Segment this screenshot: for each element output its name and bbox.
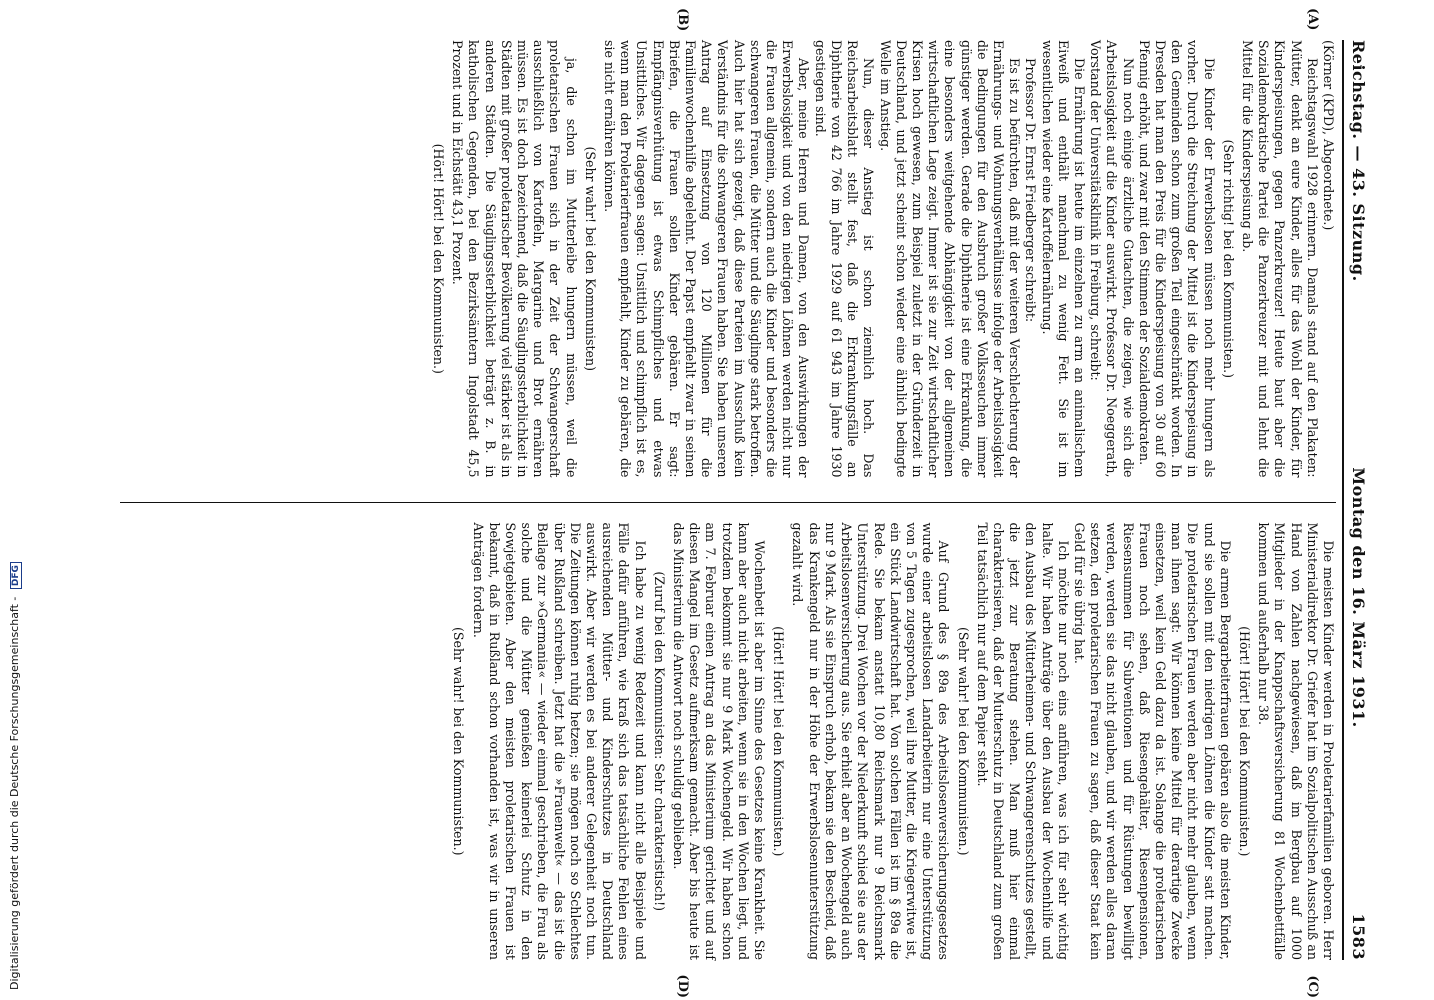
left-column-paragraph: Die Ernährung ist heute im einzelnen zu arm an animalischem Eiweiß und enthält manchmal zu wenig Fett. Sie ist im wesentlichen wieder eine Kartoffelernährung.	[1039, 40, 1087, 478]
digitization-credit-strip	[0, 0, 26, 1000]
right-column-interjection: (Hört! Hört! bei den Kommunisten.)	[771, 626, 787, 857]
marginal-c: (C)	[1305, 975, 1320, 998]
left-column-paragraph: Die Kinder der Erwerbslosen müssen noch mehr hungern als vorher. Durch die Streichung der Mittel ist die Kinderspeisung in den Gemeinden schon zum großen Teil eingeschränkt worden. In Dresden hat man den Preis für die Kinderspeisung von 30 auf 60 Pfennig erhöht, und zwar mit den Stimmen der Sozialdemokraten.	[1136, 40, 1217, 478]
right-column-paragraph: Auf Grund des § 89a des Arbeitslosenversicherungsgesetzes wurde einer arbeitslosen Landarbeiterin nur eine Unterstützung von 5 Tagen zugesprochen, weil ihre Mutter, die Kriegerwitwe ist, ein Stück Landwirtschaft hat. Von solchen Fällen ist im § 89a die Rede. Sie bekam anstatt 10,80 Reichsmark nur 9 Reichsmark Unterstützung. Drei Wochen vor der Niederkunft schied sie aus der Arbeitslosenversicherung aus. Sie erhielt aber an Wochengeld auch nur 9 Mark. Als sie Einspruch erhob, bekam sie den Bescheid, daß das Krankengeld nur in der Höhe der Erwerbslosenunterstützung gezahlt wird.	[790, 522, 952, 960]
marginal-d: (D)	[675, 974, 690, 998]
header-left: Reichstag. — 43. Sitzung.	[1349, 40, 1369, 282]
rotated-page	[110, 0, 1380, 1000]
dfg-logo: DFG	[10, 562, 22, 589]
right-column-interjection: (Sehr wahr! bei den Kommunisten.)	[955, 626, 971, 856]
left-column-paragraph: Reichstagswahl 1928 erinnern. Damals stand auf den Plakaten: Mütter, denkt an eure Kinder, alles für das Wohl der Kinder, für Kinderspeisungen, gegen Panzerkreuzer! Heute baut aber die Sozialdemokratische Partei die Panzerkreuzer mit und lehnt die Mittel für die Kinderspeisung ab.	[1239, 40, 1320, 478]
right-column-paragraph: Ich habe zu wenig Redezeit und kann nicht alle Beispiele und Fälle dafür anführen, wie kraß sich das tatsächliche Fehlen eines ausreichenden Mütter- und Kinderschutzes in Deutschland auswirkt. Aber wir werden es bei anderer Gelegenheit noch tun. Die Zeitungen können ruhig hetzen; sie mögen noch so Schlechtes über Rußland schreiben. Jetzt hat die »Frauenwelt« — das ist die Beilage zur »Germania« — wieder einmal geschrieben, die Frau als solche und die Mütter genießen keinerlei Schutz in den Sowjetgebieten. Aber den meisten proletarischen Frauen ist bekannt, daß in Rußland schon vorhanden ist, was wir in unseren Anträgen fordern.	[470, 522, 648, 960]
right-column-paragraph: Die meisten Kinder werden in Proletarierfamilien geboren. Herr Ministerialdirektor Dr. Griefer hat im Sozialpolitischen Ausschuß an Hand von Zahlen nachgewiesen, daß im Bergbau auf 1000 Mitglieder in der Knappschaftsversicherung 81 Wochenbettfälle kommen und außerhalb nur 38.	[1256, 522, 1336, 960]
text-columns	[120, 40, 1336, 960]
digitization-credit-text: Digitalisierung gefördert durch die Deutsche Forschungsgemeinschaft -	[8, 596, 21, 990]
right-column-interjection: (Sehr wahr! bei den Kommunisten.)	[451, 626, 467, 856]
marginal-a: (A)	[1305, 8, 1320, 31]
left-column-interjection: (Hört! Hört! bei den Kommunisten.)	[431, 143, 447, 374]
marginal-b: (B)	[675, 8, 690, 32]
left-column	[120, 40, 1336, 478]
left-column-paragraph: Nun, dieser Anstieg ist schon ziemlich hoch. Das Reichsarbeitsblatt stellt fest, daß die Erkrankungsfälle an Diphtherie von 42 766 im Jahre 1929 auf 61 943 im Jahre 1930 gestiegen sind.	[812, 40, 877, 478]
right-column-interjection: (Hört! Hört! bei den Kommunisten.)	[1236, 626, 1252, 857]
left-column-paragraph: Es ist zu befürchten, daß mit der weiteren Verschlechterung der Ernährungs- und Wohnungsverhältnisse infolge der Arbeitslosigkeit die Bedingungen für den Ausbruch großer Volksseuchen immer günstiger werden. Gerade die Diphtherie ist eine Erkrankung, die eine besonders weitgehende Abhängigkeit von der allgemeinen wirtschaftlichen Lage zeigt. Immer ist sie zur Zeit wirtschaftlicher Krisen hoch gewesen, zum Beispiel zuletzt in der Gründerzeit in Deutschland, und jetzt scheint schon wieder eine ähnlich bedingte Welle im Anstieg.	[877, 40, 1023, 478]
right-column-paragraph: Ich möchte nur noch eins anführen, was ich für sehr wichtig halte. Wir haben Anträge über den Ausbau der Wochenhilfe und den Ausbau des Mütterheimen- und Schwangerenschutzes gestellt, die jetzt zur Beratung stehen. Man muß hier einmal charakterisieren, daß der Mutterschutz in Deutschland zum großen Teil tatsächlich nur auf dem Papier steht.	[974, 522, 1071, 960]
right-column-interjection: (Zuruf bei den Kommunisten: Sehr charakteristisch!)	[651, 571, 667, 912]
left-column-interjection: (Sehr wahr! bei den Kommunisten)	[582, 146, 598, 372]
header-date: Montag den 16. März 1931.	[1349, 467, 1369, 728]
right-column-paragraph: Die armen Bergarbeiterfrauen gebären also die meisten Kinder, und sie sollen mit den niedrigen Löhnen die Kinder satt machen. Die proletarischen Frauen werden aber nicht mehr glauben, wenn man ihnen sagt: Wir können keine Mittel für derartige Zwecke einsetzen, weil kein Geld dazu da ist. Solange die proletarischen Frauen noch sehen, daß Riesengehälter, Riesenpensionen, Riesensummen für Subventionen und für Rüstungen bewilligt werden, werden sie das nicht glauben, und wir werden alles daran setzen, den proletarischen Frauen zu sagen, daß dieser Staat kein Geld für sie übrig hat.	[1071, 522, 1233, 960]
digitization-credit	[8, 562, 22, 990]
left-column-speaker-label: (Körner (KPD), Abgeordnete.)	[1321, 40, 1336, 231]
right-column-paragraph: Wochenbett ist aber im Sinne des Gesetzes keine Krankheit. Sie kann aber auch nicht arbeiten, wenn sie in den Wochen liegt, und trotzdem bekommt sie nur 9 Mark Wochengeld. Wir haben schon am 7. Februar einen Antrag an das Ministerium gerichtet und auf diesen Mangel im Gesetz aufmerksam gemacht. Aber bis heute ist das Ministerium die Antwort noch schuldig geblieben.	[671, 522, 768, 960]
page-header	[1342, 40, 1374, 960]
left-column-paragraph: Nun noch einige ärztliche Gutachten, die zeigen, wie sich die Arbeitslosigkeit auf die Kinder auswirkt. Professor Dr. Noeggerath, Vorstand der Universitätsklinik in Freiburg, schreibt:	[1088, 40, 1136, 478]
left-column-paragraph: Professor Dr. Ernst Friedberger schreibt:	[1023, 58, 1039, 323]
left-column-interjection: (Sehr richtig! bei den Kommunisten.)	[1220, 139, 1236, 379]
right-column	[120, 502, 1336, 961]
left-column-paragraph: ja, die schon im Mutterleibe hungern müssen, weil die proletarischen Frauen sich in der Zeit der Schwangerschaft ausschließlich von Kartoffeln, Margarine und Brot ernähren müssen. Es ist doch bezeichnend, daß die Säuglingssterblichkeit in Städten mit großer proletarischer Bevölkerung viel stärker ist als in anderen Städten. Die Säuglingssterblichkeit beträgt z. B. in katholischen Gegenden, bei den Bezirksämtern Ingolstadt 45,5 Prozent und in Eichstätt 43,1 Prozent.	[450, 40, 579, 478]
page-number: 1583	[1349, 913, 1369, 960]
left-column-paragraph: Aber, meine Herren und Damen, von den Auswirkungen der Erwerbslosigkeit und von den niedrigen Löhnen werden nicht nur die Frauen allgemein, sondern auch die Kinder und besonders die schwangeren Frauen, die Mütter und die Säuglinge stark betroffen. Auch hier hat sich gezeigt, daß diese Parteien im Ausschuß kein Verständnis für die schwangeren Frauen haben. Sie haben unseren Antrag auf Einsetzung von 120 Millionen für die Familienwochenhilfe abgelehnt. Der Papst empfiehlt zwar in seinen Briefen, die Frauen sollen Kinder gebären. Er sagt: Empfängnisverhütung ist etwas Schimpfliches und etwas Unsittliches. Wir dagegen sagen: Unsittlich und schimpflich ist es, wenn man den Proletarierfrauen empfiehlt, Kinder zu gebären, die sie nicht ernähren können.	[602, 40, 812, 478]
